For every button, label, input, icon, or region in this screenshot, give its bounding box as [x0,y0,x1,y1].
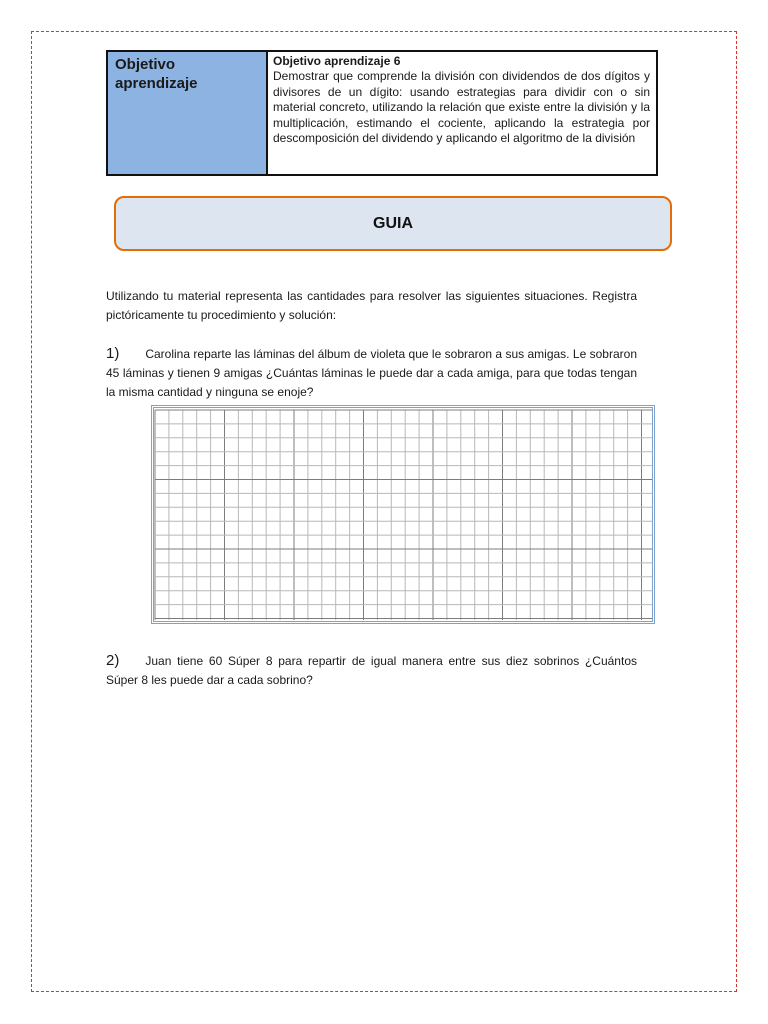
grid-inner-frame [154,408,653,622]
question-1-number: 1) [106,345,120,362]
objective-description: Demostrar que comprende la división con dividendos de dos dígitos y divisores de un dígito: usando estrategias para dividir con o sin material concreto, utilizando la relación que existe entre la división y la multiplicación, estimando el cociente, aplicando la estrategia por descomposición del dividendo y aplicando el algoritmo de la división [273,69,650,146]
objective-content-cell [268,52,656,174]
question-2 [106,651,637,690]
question-1 [106,344,637,402]
objective-table [106,50,658,176]
question-2-number: 2) [106,652,120,669]
guide-title-box [114,196,672,251]
guide-title: GUIA [373,214,413,232]
question-2-text: Juan tiene 60 Súper 8 para repartir de igual manera entre sus diez sobrinos ¿Cuántos Súper 8 les puede dar a cada sobrino? [106,654,637,687]
grid-lines [152,406,654,623]
answer-grid[interactable] [151,405,655,624]
question-1-text: Carolina reparte las láminas del álbum de violeta que le sobraron a sus amigas. Le sobraron 45 láminas y tienen 9 amigas ¿Cuántas láminas le puede dar a cada amiga, para que todas tengan la misma cantidad y ninguna se enoje? [106,347,637,399]
intro-paragraph: Utilizando tu material representa las cantidades para resolver las siguientes situaciones. Registra pictóricamente tu procedimiento y solución: [106,289,637,322]
objective-title: Objetivo aprendizaje 6 [273,54,401,68]
objective-header-cell: Objetivo aprendizaje [108,52,268,174]
